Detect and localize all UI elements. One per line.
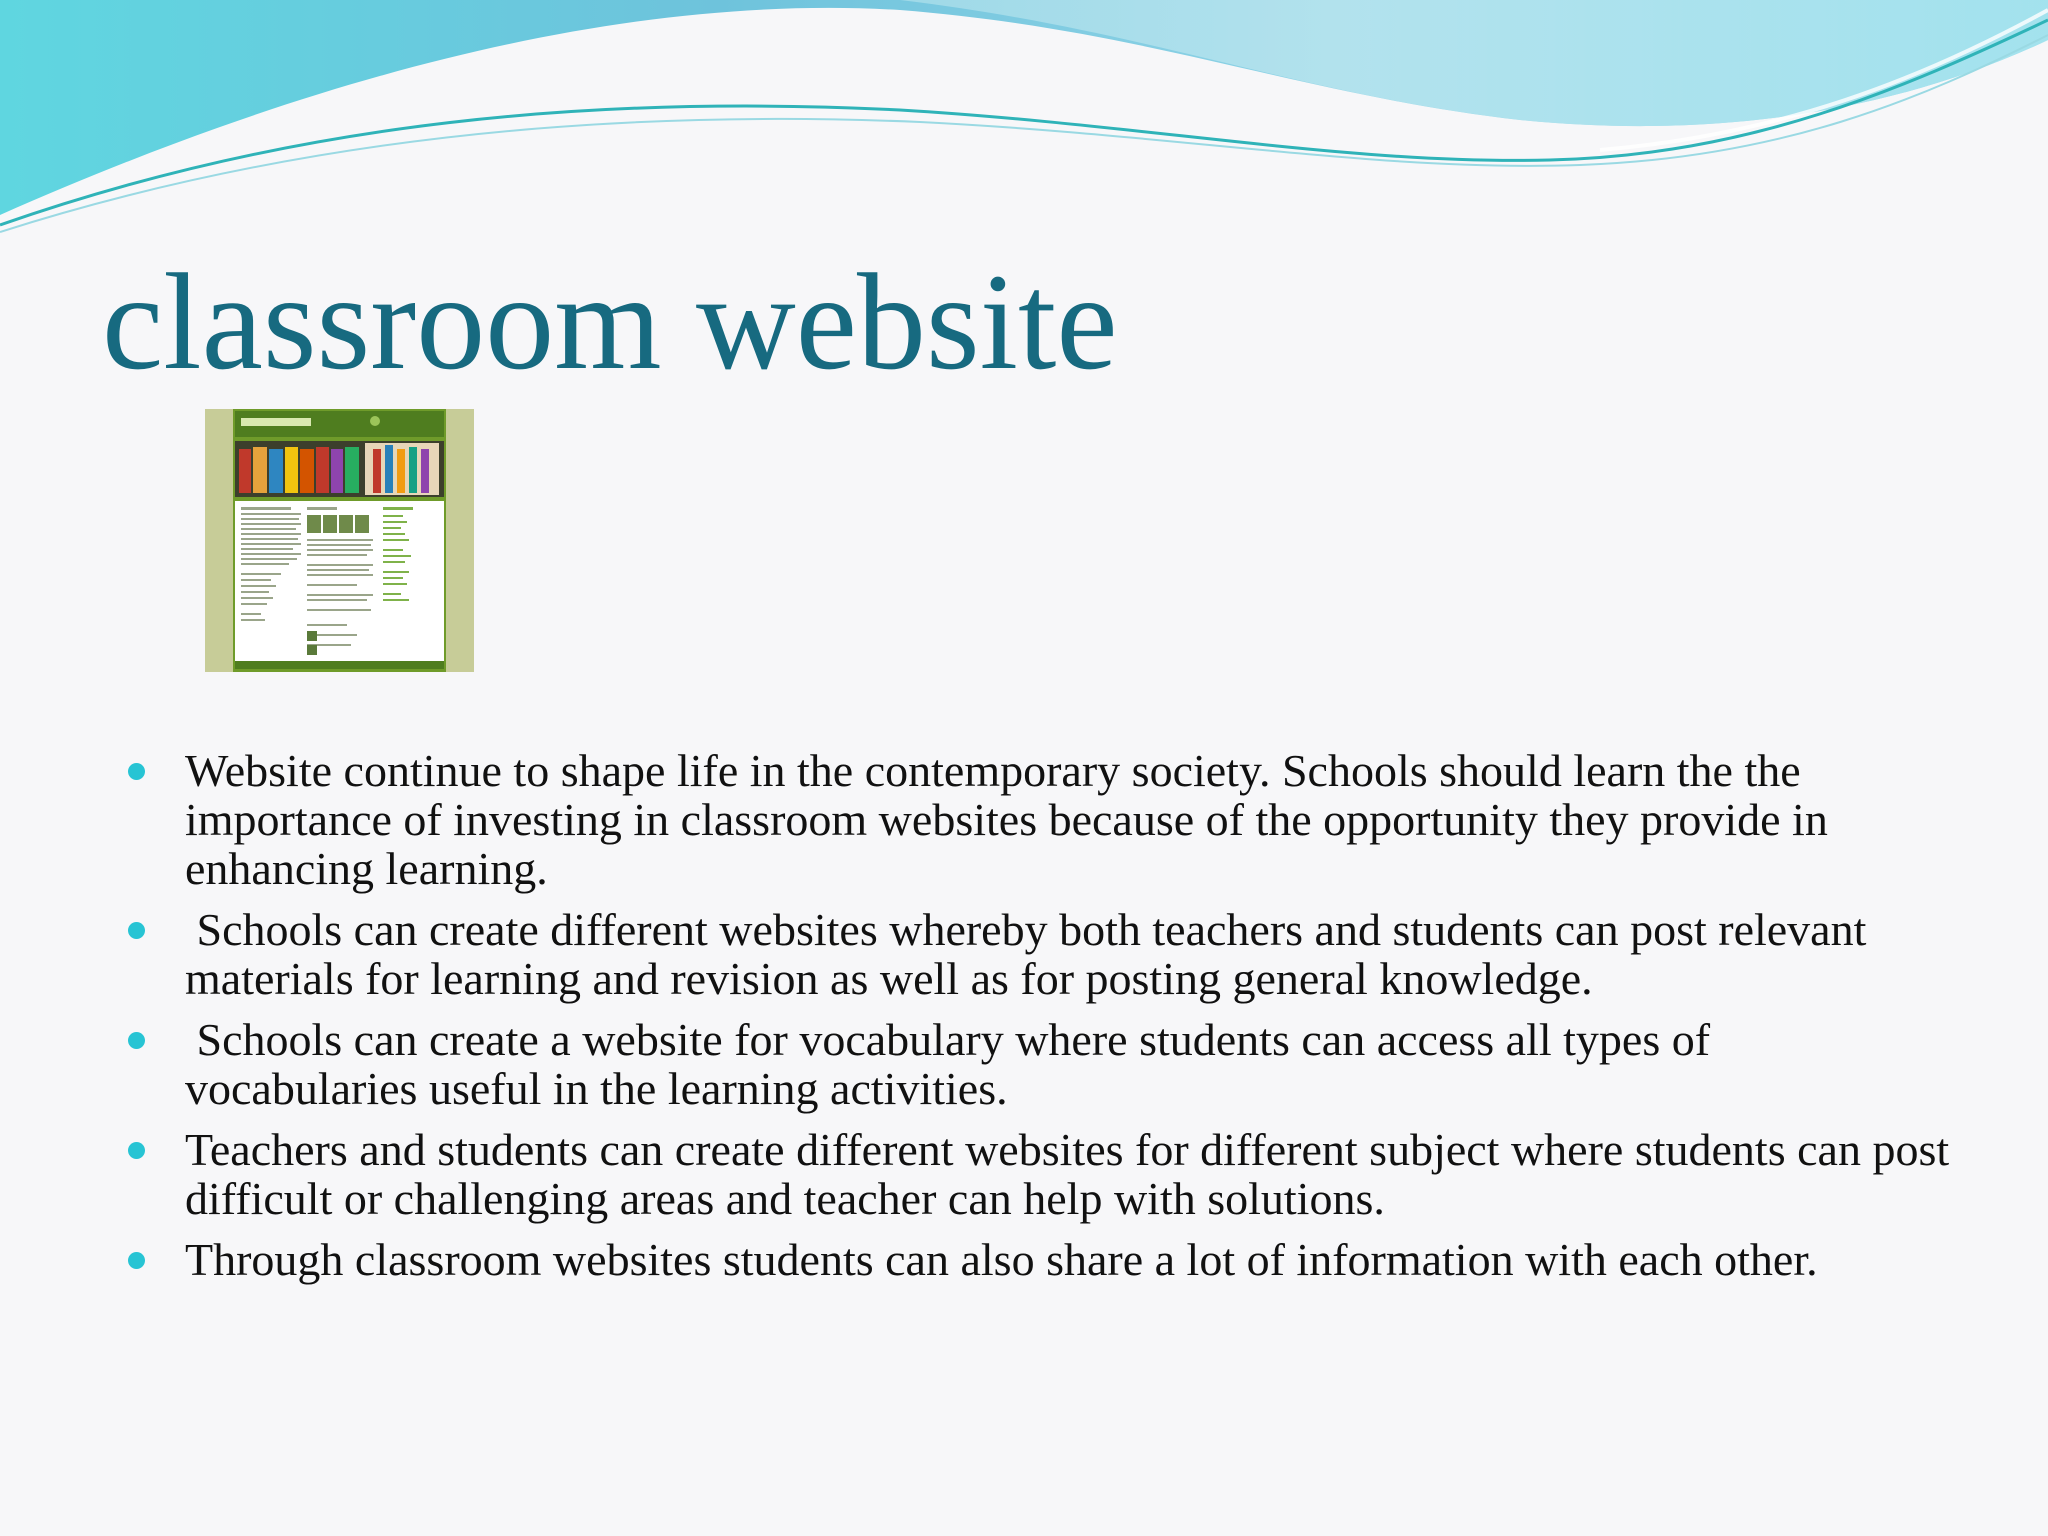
bullet-list — [120, 746, 1950, 1296]
slide-title: classroom website — [102, 245, 1118, 398]
bullet-dot-icon — [128, 1252, 145, 1269]
bullet-dot-icon — [128, 922, 145, 939]
list-item — [120, 746, 1950, 893]
header-wave-decoration — [0, 0, 2048, 240]
list-item — [120, 1235, 1950, 1284]
bullet-text: Teachers and students can create different websites for different subject where students can post difficult or challenging areas and teacher can help with solutions. — [185, 1124, 1950, 1224]
bullet-text: Schools can create a website for vocabulary where students can access all types of vocabularies useful in the learning activities. — [185, 1014, 1722, 1114]
classroom-website-screenshot-icon — [205, 409, 474, 672]
bullet-dot-icon — [128, 1032, 145, 1049]
list-item — [120, 1015, 1950, 1113]
list-item — [120, 905, 1950, 1003]
list-item — [120, 1125, 1950, 1223]
bullet-dot-icon — [128, 1142, 145, 1159]
bullet-dot-icon — [128, 763, 145, 780]
bullet-text: Schools can create different websites whereby both teachers and students can post relevant materials for learning and revision as well as for posting general knowledge. — [185, 904, 1878, 1004]
bullet-text: Through classroom websites students can also share a lot of information with each other. — [185, 1234, 1818, 1285]
bullet-text: Website continue to shape life in the contemporary society. Schools should learn the the importance of investing in classroom websites because of the opportunity they provide in enhancing learning. — [185, 745, 1828, 894]
